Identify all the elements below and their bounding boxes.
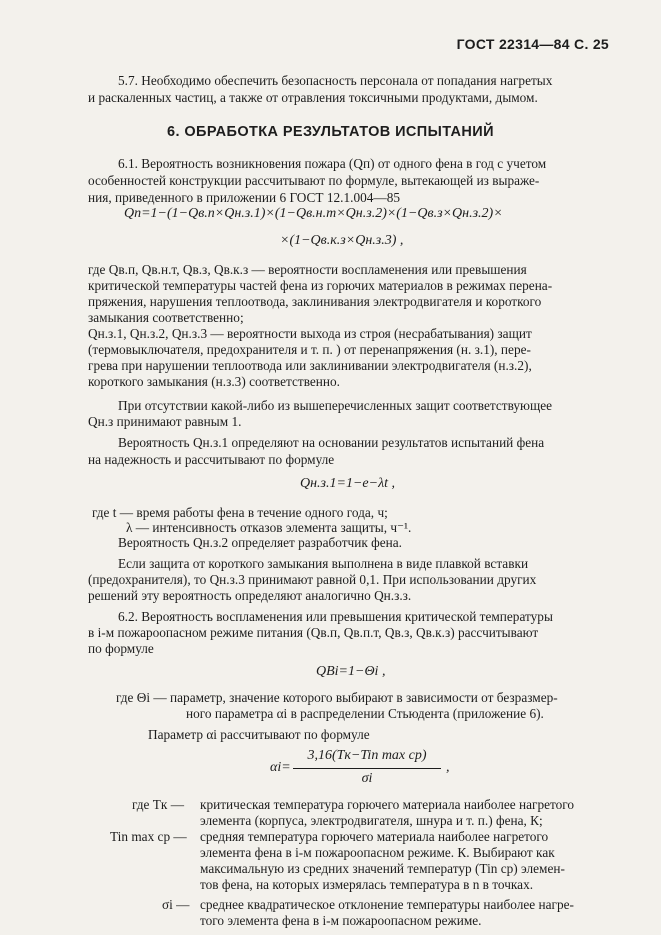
definition-tk-symbol: где Tк —	[132, 797, 184, 812]
definition-tin-line-1: средняя температура горючего материала наиболее нагретого	[200, 829, 549, 844]
formula-alpha-fraction-bar	[293, 768, 441, 769]
definition-ignition-probabilities-line-4: замыкания соответственно;	[88, 310, 244, 325]
paragraph-5-7-line-2: и раскаленных частиц, а также от отравления токсичными продуктами, дымом.	[88, 90, 538, 105]
formula-alpha-tail: ,	[446, 760, 450, 775]
paragraph-6-1-line-2: особенностей конструкции рассчитывают по формуле, вытекающей из выраже-	[88, 173, 540, 188]
paragraph-5-7-line-1: 5.7. Необходимо обеспечить безопасность персонала от попадания нагретых	[118, 73, 553, 88]
paragraph-fuse-line-3: решений эту вероятность определяют аналогично Qн.з.з.	[88, 588, 412, 603]
formula-alpha-denominator: σi	[361, 771, 373, 786]
definition-tin-line-3: максимальную из средних значений температур (Tin ср) элемен-	[200, 861, 565, 876]
definition-sigma-symbol: σi —	[162, 897, 190, 912]
definition-theta-line-1: где Θi — параметр, значение которого выбирают в зависимости от безразмер-	[116, 690, 558, 705]
definition-time: где t — время работы фена в течение одного года, ч;	[92, 505, 388, 520]
definition-protection-failure-line-1: Qн.з.1, Qн.з.2, Qн.з.3 — вероятности выхода из строя (несрабатывания) защит	[88, 326, 532, 341]
definition-sigma-line-1: среднее квадратическое отклонение температуры наиболее нагре-	[200, 897, 574, 912]
formula-fire-probability-line-2: ×(1−Qв.к.з×Qн.з.3) ,	[280, 233, 404, 248]
paragraph-absent-protection-line-2: Qн.з принимают равным 1.	[88, 414, 242, 429]
paragraph-probability-line-2: на надежность и рассчитывают по формуле	[88, 452, 335, 467]
definition-protection-failure-line-3: грева при нарушении теплоотвода или заклинивании электродвигателя (н.з.2),	[88, 358, 532, 373]
definition-tk-line-2: элемента (корпуса, электродвигателя, шнура и т. п.) фена, К;	[200, 813, 543, 828]
definition-protection-failure-line-2: (термовыключателя, предохранителя и т. п. ) от перенапряжения (н. з.1), пере-	[88, 342, 531, 357]
formula-fire-probability-line-1: Qп=1−(1−Qв.п×Qн.з.1)×(1−Qв.н.т×Qн.з.2)×(1−Qв.з×Qн.з.2)×	[124, 206, 503, 221]
formula-protection-failure: Qн.з.1=1−e−λt ,	[300, 476, 396, 491]
paragraph-6-2-line-2: в i-м пожароопасном режиме питания (Qв.п, Qв.п.т, Qв.з, Qв.к.з) рассчитывают	[88, 625, 539, 640]
definition-tin-symbol: Tin max ср —	[110, 829, 187, 844]
paragraph-6-1-line-3: ния, приведенного в приложении 6 ГОСТ 12.1.004—85	[88, 190, 401, 205]
paragraph-probability-line-1: Вероятность Qн.з.1 определяют на основании результатов испытаний фена	[118, 435, 545, 450]
definition-protection-failure-line-4: короткого замыкания (н.з.3) соответственно.	[88, 374, 341, 389]
page-header: ГОСТ 22314—84 С. 25	[456, 36, 609, 52]
formula-ignition-probability: QBi=1−Θi ,	[316, 664, 386, 679]
paragraph-alpha: Параметр αi рассчитывают по формуле	[148, 727, 370, 742]
definition-sigma-line-2: того элемента фена в i-м пожароопасном режиме.	[200, 913, 482, 928]
paragraph-fuse-line-2: (предохранителя), то Qн.з.3 принимают равной 0,1. При использовании других	[88, 572, 537, 587]
paragraph-absent-protection-line-1: При отсутствии какой-либо из вышеперечисленных защит соответствующее	[118, 398, 553, 413]
paragraph-6-2-line-3: по формуле	[88, 641, 154, 656]
paragraph-6-1-line-1: 6.1. Вероятность возникновения пожара (Qп) от одного фена в год с учетом	[118, 156, 547, 171]
paragraph-6-2-line-1: 6.2. Вероятность воспламенения или превышения критической температуры	[118, 609, 553, 624]
definition-tk-line-1: критическая температура горючего материала наиболее нагретого	[200, 797, 575, 812]
definition-tin-line-2: элемента фена в i-м пожароопасном режиме. К. Выбирают как	[200, 845, 555, 860]
definition-ignition-probabilities-line-3: пряжения, нарушения теплоотвода, заклинивания электродвигателя и короткого	[88, 294, 542, 309]
definition-lambda: λ — интенсивность отказов элемента защиты, ч⁻¹.	[126, 520, 412, 535]
formula-alpha-numerator: 3,16(Tк−Tin max ср)	[307, 748, 427, 763]
definition-tin-line-4: тов фена, на которых измерялась температура в n в точках.	[200, 877, 534, 892]
paragraph-developer-probability: Вероятность Qн.з.2 определяет разработчик фена.	[118, 535, 402, 550]
formula-alpha-lhs: αi=	[270, 760, 291, 775]
paragraph-fuse-line-1: Если защита от короткого замыкания выполнена в виде плавкой вставки	[118, 556, 529, 571]
definition-ignition-probabilities-line-2: критической температуры частей фена из горючих материалов в режимах перена-	[88, 278, 553, 293]
definition-theta-line-2: ного параметра αi в распределении Стьюдента (приложение 6).	[186, 706, 544, 721]
section-title: 6. ОБРАБОТКА РЕЗУЛЬТАТОВ ИСПЫТАНИЙ	[167, 124, 494, 140]
definition-ignition-probabilities-line-1: где Qв.п, Qв.н.т, Qв.з, Qв.к.з — вероятности воспламенения или превышения	[88, 262, 527, 277]
